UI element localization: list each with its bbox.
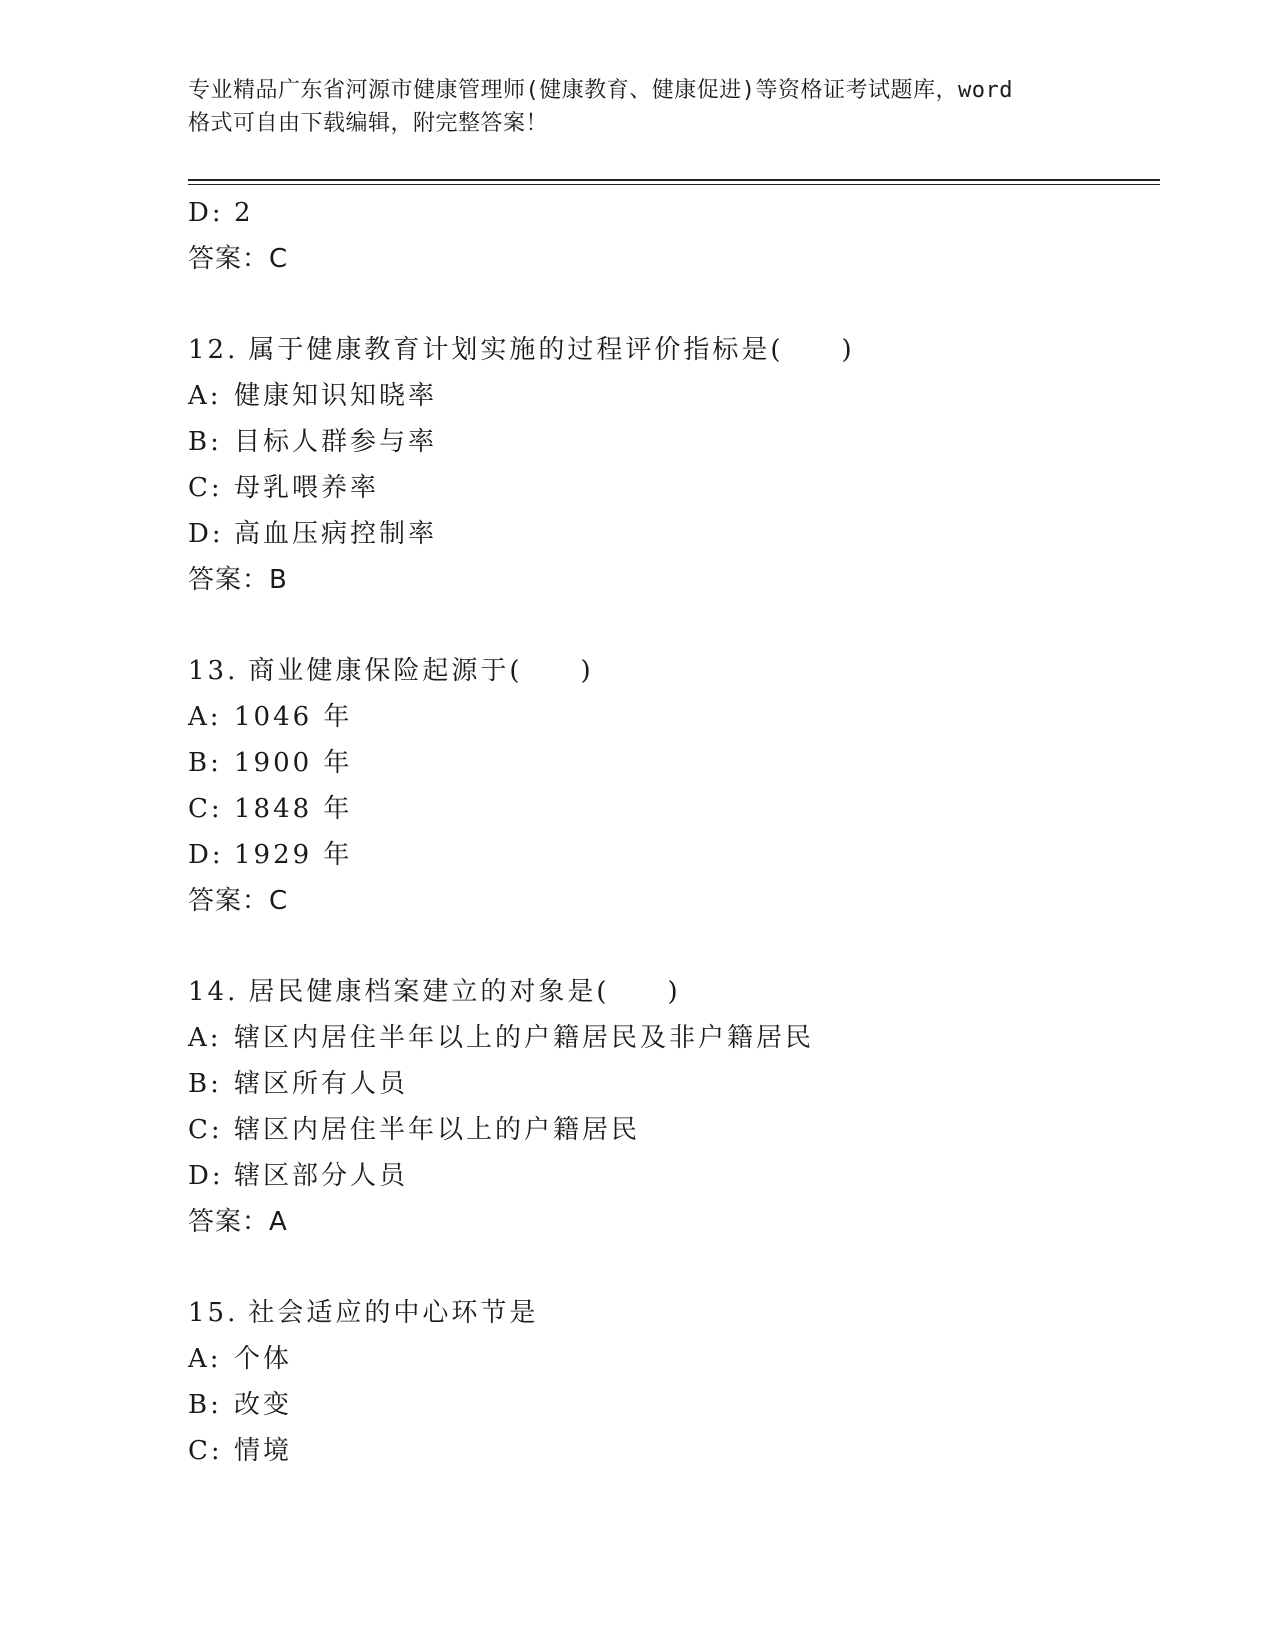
option-text: 改变 bbox=[234, 1390, 293, 1420]
question-text: 属于健康教育计划实施的过程评价指标是( ) bbox=[248, 335, 855, 365]
option-row bbox=[188, 786, 1148, 832]
question-text: 社会适应的中心环节是 bbox=[248, 1298, 539, 1328]
question-block bbox=[188, 1290, 1148, 1474]
option-text: 个体 bbox=[234, 1344, 293, 1374]
question-text: 居民健康档案建立的对象是( ) bbox=[248, 977, 681, 1007]
question-block bbox=[188, 327, 1148, 603]
question-list bbox=[188, 190, 1148, 1474]
header-rule-thick bbox=[188, 179, 1160, 181]
option-row bbox=[188, 694, 1148, 740]
header-rule-thin bbox=[188, 184, 1160, 185]
option-text: 辖区部分人员 bbox=[234, 1161, 409, 1191]
option-label: A: bbox=[188, 381, 222, 411]
header-line-1: 专业精品广东省河源市健康管理师(健康教育、健康促进)等资格证考试题库，word bbox=[188, 78, 1013, 103]
answer-line: 答案：C bbox=[188, 244, 289, 274]
option-text: 高血压病控制率 bbox=[234, 519, 438, 549]
option-label: D: bbox=[188, 519, 224, 549]
option-row bbox=[188, 1336, 1148, 1382]
option-row bbox=[188, 1061, 1148, 1107]
option-row bbox=[188, 1428, 1148, 1474]
question-stem bbox=[188, 969, 1148, 1015]
question-text: 商业健康保险起源于( ) bbox=[248, 656, 594, 686]
option-label: D: bbox=[188, 840, 224, 870]
option-label: C: bbox=[188, 1436, 223, 1466]
option-row bbox=[188, 1153, 1148, 1199]
option-label: B: bbox=[188, 1069, 222, 1099]
option-text: 辖区内居住半年以上的户籍居民及非户籍居民 bbox=[234, 1023, 815, 1053]
option-text: 1929 年 bbox=[234, 840, 353, 870]
option-label: B: bbox=[188, 748, 222, 778]
option-row bbox=[188, 1107, 1148, 1153]
question-stem bbox=[188, 327, 1148, 373]
option-text: 1900 年 bbox=[234, 748, 353, 778]
option-label: A: bbox=[188, 702, 222, 732]
option-text: 情境 bbox=[234, 1436, 293, 1466]
option-row bbox=[188, 419, 1148, 465]
option-label: C: bbox=[188, 1115, 223, 1145]
option-label: A: bbox=[188, 1344, 222, 1374]
answer-line: 答案：C bbox=[188, 886, 289, 916]
question-number: 14. bbox=[188, 977, 239, 1007]
question-stem bbox=[188, 648, 1148, 694]
question-number: 13. bbox=[188, 656, 239, 686]
option-label: D: bbox=[188, 198, 224, 228]
option-text: 1046 年 bbox=[234, 702, 353, 732]
option-label: B: bbox=[188, 427, 222, 457]
option-label: C: bbox=[188, 794, 223, 824]
option-label: D: bbox=[188, 1161, 224, 1191]
question-number: 15. bbox=[188, 1298, 239, 1328]
option-text: 健康知识知晓率 bbox=[234, 381, 438, 411]
option-text: 1848 年 bbox=[234, 794, 353, 824]
page-header bbox=[188, 74, 1108, 140]
option-label: B: bbox=[188, 1390, 222, 1420]
option-text: 辖区所有人员 bbox=[234, 1069, 409, 1099]
option-row bbox=[188, 190, 1148, 236]
option-text: 辖区内居住半年以上的户籍居民 bbox=[234, 1115, 641, 1145]
option-text: 母乳喂养率 bbox=[234, 473, 380, 503]
header-line-2: 格式可自由下载编辑，附完整答案！ bbox=[188, 111, 549, 136]
option-row bbox=[188, 511, 1148, 557]
option-row bbox=[188, 1382, 1148, 1428]
option-row bbox=[188, 740, 1148, 786]
option-row bbox=[188, 1015, 1148, 1061]
question-number: 12. bbox=[188, 335, 239, 365]
option-row bbox=[188, 465, 1148, 511]
answer-line: 答案：A bbox=[188, 1207, 288, 1237]
option-text: 目标人群参与率 bbox=[234, 427, 438, 457]
answer-line: 答案：B bbox=[188, 565, 288, 595]
option-text: 2 bbox=[234, 198, 254, 228]
option-label: A: bbox=[188, 1023, 222, 1053]
option-label: C: bbox=[188, 473, 223, 503]
option-row bbox=[188, 832, 1148, 878]
question-stem bbox=[188, 1290, 1148, 1336]
question-block bbox=[188, 648, 1148, 924]
question-block bbox=[188, 969, 1148, 1245]
option-row bbox=[188, 373, 1148, 419]
